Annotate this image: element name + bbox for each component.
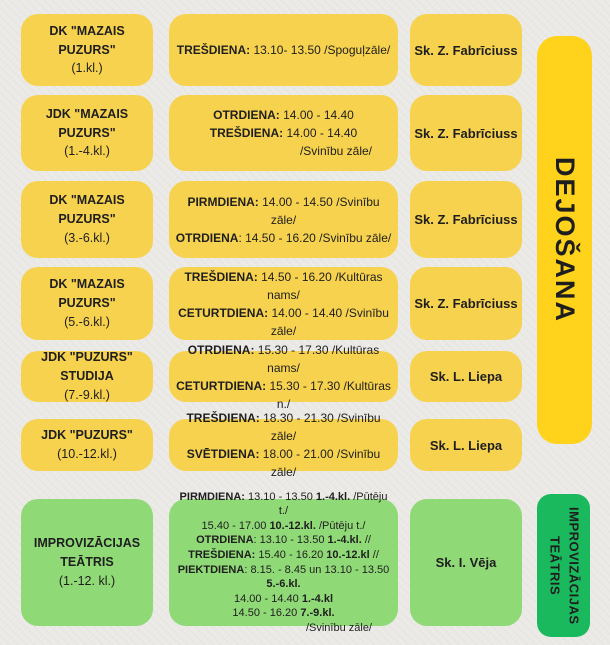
- impro-label-line1: IMPROVIZĀCIJAS: [566, 506, 582, 625]
- group-cell: DK "MAZAIS PUZURS" (1.kl.): [21, 14, 153, 86]
- schedule-cell: PIRMDIENA: 14.00 - 14.50 /Svinību zāle/ OTRDIENA: 14.50 - 16.20 /Svinību zāle/: [169, 181, 398, 258]
- impro-label-line2: TEĀTRIS: [547, 535, 563, 596]
- group-cell: JDK "PUZURS" (10.-12.kl.): [21, 419, 153, 471]
- teacher-cell: Sk. Z. Fabrīciuss: [410, 95, 522, 171]
- dance-section-label: DEJOŠANA: [550, 156, 580, 324]
- teacher-cell: Sk. Z. Fabrīciuss: [410, 181, 522, 258]
- schedule-cell: PIRMDIENA: 13.10 - 13.50 1.-4.kl. /Pūtēju t./ 15.40 - 17.00 10.-12.kl. /Pūtēju t./ OTRDIENA: 13.10 - 13.50 1.-4.kl. // TREŠDIENA: 15.40 - 16.20 10.-12.kl // PIEKTDIENA: 8.15. - 8.45 un 13.10 - 13.50 5.-6.kl. 14.00 - 14.40 1.-4.kl 14.50 - 16.20 7.-9.kl. /Svinību zāle/: [169, 499, 398, 626]
- group-cell: JDK "PUZURS" STUDIJA (7.-9.kl.): [21, 351, 153, 402]
- schedule-row: [0, 411, 610, 479]
- schedule-cell: TREŠDIENA: 13.10- 13.50 /Spoguļzāle/: [169, 14, 398, 86]
- teacher-cell: Sk. I. Vēja: [410, 499, 522, 626]
- teacher-cell: Sk. L. Liepa: [410, 351, 522, 402]
- group-cell: DK "MAZAIS PUZURS" (3.-6.kl.): [21, 181, 153, 258]
- group-cell: IMPROVIZĀCIJAS TEĀTRIS (1.-12. kl.): [21, 499, 153, 626]
- schedule-cell: OTRDIENA: 14.00 - 14.40 TREŠDIENA: 14.00 - 14.40 /Svinību zāle/: [169, 95, 398, 171]
- teacher-cell: Sk. Z. Fabrīciuss: [410, 267, 522, 340]
- schedule-row: [0, 95, 610, 171]
- dance-section-tab: [537, 36, 592, 444]
- schedule-row: [0, 342, 610, 411]
- schedule-cell: TREŠDIENA: 14.50 - 16.20 /Kultūras nams/ CETURTDIENA: 14.00 - 14.40 /Svinību zāle/: [169, 267, 398, 340]
- impro-theatre-section-tab: [537, 494, 590, 637]
- schedule-cell: OTRDIENA: 15.30 - 17.30 /Kultūras nams/ CETURTDIENA: 15.30 - 17.30 /Kultūras n./: [169, 351, 398, 402]
- teacher-cell: Sk. L. Liepa: [410, 419, 522, 471]
- teacher-cell: Sk. Z. Fabrīciuss: [410, 14, 522, 86]
- impro-theatre-section-label: [545, 507, 583, 625]
- group-cell: DK "MAZAIS PUZURS" (5.-6.kl.): [21, 267, 153, 340]
- group-cell: JDK "MAZAIS PUZURS" (1.-4.kl.): [21, 95, 153, 171]
- schedule-row: [0, 267, 610, 340]
- schedule-row: [0, 490, 610, 634]
- schedule-cell: TREŠDIENA: 18.30 - 21.30 /Svinību zāle/ SVĒTDIENA: 18.00 - 21.00 /Svinību zāle/: [169, 419, 398, 471]
- schedule-row: [0, 14, 610, 86]
- schedule-row: [0, 181, 610, 258]
